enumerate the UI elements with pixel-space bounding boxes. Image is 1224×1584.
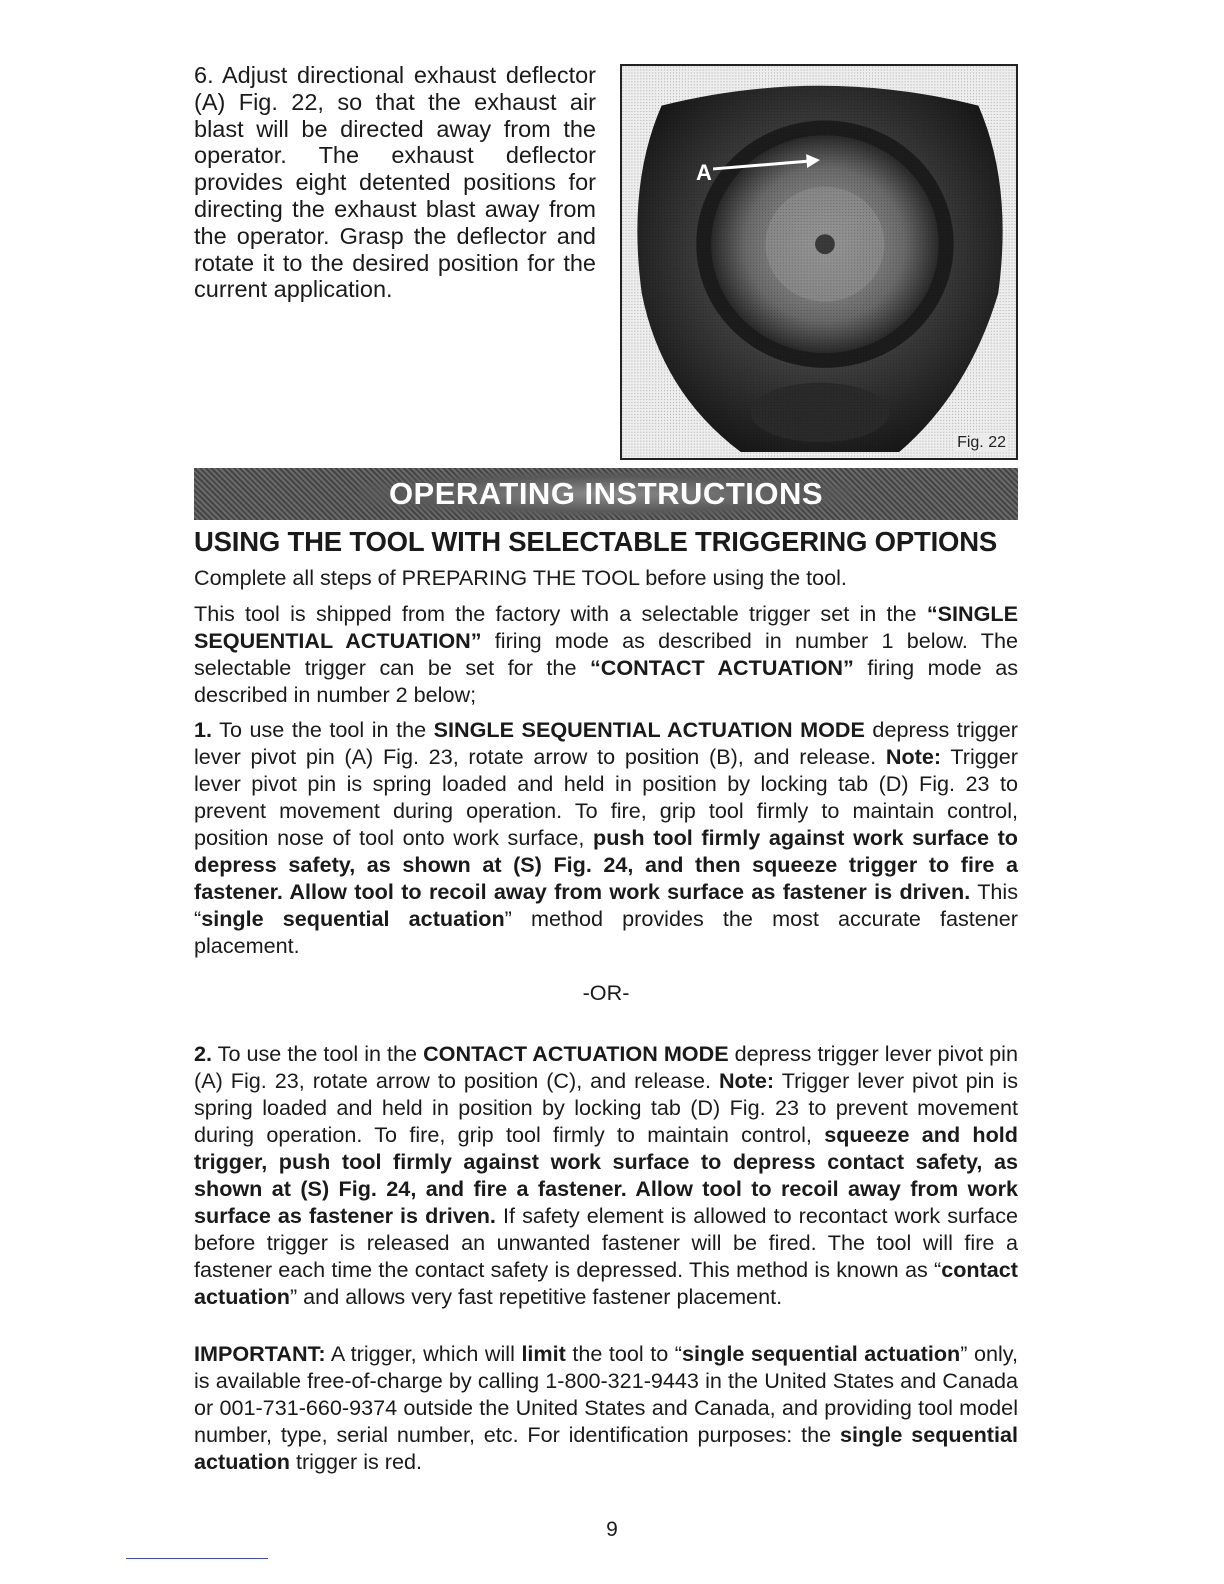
banner-title: OPERATING INSTRUCTIONS (359, 472, 853, 516)
footer-rule (126, 1558, 268, 1559)
important-paragraph: IMPORTANT: A trigger, which will limit the tool to “single sequential actuation” only, is available free-of-charge by calling 1-800-321-9443 in the United States and Canada or 001-731-660-9374 outside the United States and Canada, and providing tool model number, type, serial number, etc. For identification purposes: the single sequential actuation trigger is red. (194, 1341, 1019, 1474)
step-1-number: 1. (194, 717, 213, 742)
intro-paragraph-1: Complete all steps of PREPARING THE TOOL before using the tool. (194, 565, 847, 590)
operating-instructions-banner (194, 468, 1018, 520)
step-2-paragraph: 2. To use the tool in the CONTACT ACTUATION MODE depress trigger lever pivot pin (A) Fig. 23, rotate arrow to position (C), and release. Note: Trigger lever pivot pin is spring loaded and held in position by locking tab (D) Fig. 23 to prevent movement during operation. To fire, grip tool firmly to maintain control, squeeze and hold trigger, push tool firmly against work surface to depress contact safety, as shown at (S) Fig. 24, and fire a fastener. Allow tool to recoil away from work surface as fastener is driven. If safety element is allowed to recontact work surface before trigger is released an unwanted fastener will be fired. The tool will fire a fastener each time the contact safety is depressed. This method is known as “contact actuation” and allows very fast repetitive fastener placement. (194, 1041, 1019, 1309)
step-1-paragraph: 1. To use the tool in the SINGLE SEQUENTIAL ACTUATION MODE depress trigger lever pivot pin (A) Fig. 23, rotate arrow to position (B), and release. Note: Trigger lever pivot pin is spring loaded and held in position by locking tab (D) Fig. 23 to prevent movement during operation. To fire, grip tool firmly to maintain control, position nose of tool onto work surface, push tool firmly against work surface to depress safety, as shown at (S) Fig. 24, and then squeeze trigger to fire a fastener. Allow tool to recoil away from work surface as fastener is driven. This “single sequential actuation” method provides the most accurate fastener placement. (194, 717, 1019, 958)
figure-callout-a: A (696, 160, 712, 185)
exhaust-deflector-photo (622, 66, 1016, 458)
step-2-number: 2. (194, 1041, 213, 1066)
page-number: 9 (606, 1518, 618, 1541)
intro-paragraph-2: This tool is shipped from the factory with a selectable trigger set in the “SINGLE SEQUENTIAL ACTUATION” firing mode as described in number 1 below. The selectable trigger can be set for the “CONTACT ACTUATION” firing mode as described in number 2 below; (194, 601, 1019, 707)
or-separator: -OR- (582, 980, 630, 1005)
section-heading: USING THE TOOL WITH SELECTABLE TRIGGERING OPTIONS (194, 526, 998, 557)
figure-label: Fig. 22 (957, 434, 1006, 451)
figure-22-photo (620, 64, 1018, 460)
step-6-paragraph: 6. Adjust directional exhaust deflector (A) Fig. 22, so that the exhaust air blast will be directed away from the operator. The exhaust deflector provides eight detented positions for directing the exhaust blast away from the operator. Grasp the deflector and rotate it to the desired position for the current application. (194, 62, 596, 303)
